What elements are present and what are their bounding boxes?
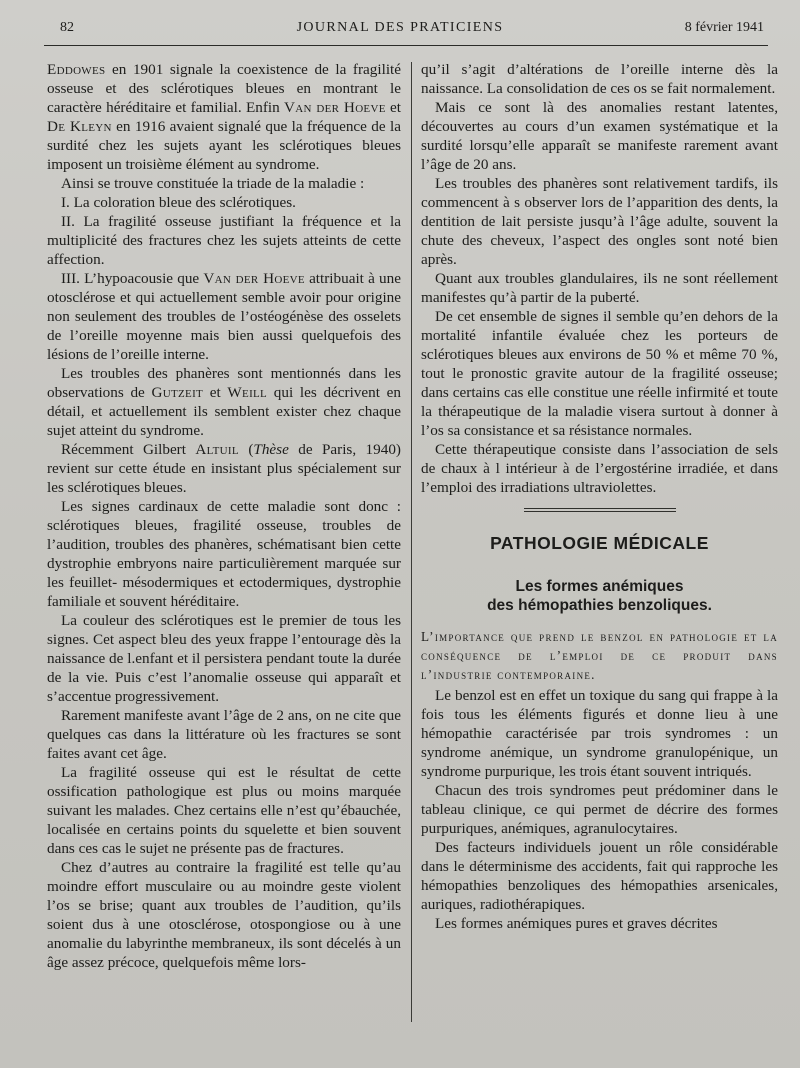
paragraph: Quant aux troubles glandulaires, ils ne sont réellement manifestes qu’à partir de la puberté. [421,270,778,306]
author-name: Weill [227,384,268,401]
journal-title: JOURNAL DES PRATICIENS [296,20,504,35]
text-run: Les troubles des phanères sont mentionnés dans les observations de [47,365,401,401]
paragraph: Les formes anémiques pures et graves décrites [435,915,718,932]
triad-item: I. La coloration bleue des sclérotiques. [61,194,296,211]
paragraph: Des facteurs individuels jouent un rôle considérable dans le déterminisme des accidents, fait qui rapproche les hémopathies benzoliques des hémopathies arsenicales, auriques, radiothérapiques. [421,839,778,913]
paragraph: Chacun des trois syndromes peut prédominer dans le tableau clinique, ce qui permet de décrire des formes purpuriques, anémiques, agranulocytaires. [421,782,778,837]
text-run: qui les décrivent en détail, et actuellement ils semblent exister chez chaque sujet atteint du syndrome. [47,384,401,439]
paragraph: Ainsi se trouve constituée la triade de la maladie : [61,175,365,192]
page-number: 82 [60,20,74,35]
text-run: en 1901 signale la coexistence de la fragilité osseuse et des sclérotiques bleues en montrant le caractère héréditaire et familial. Enfin [47,61,401,116]
paragraph: Chez d’autres au contraire la fragilité est telle qu’au moindre effort musculaire ou au moindre geste violent l’os se brise; quant aux troubles de l’audition, qu’ils soient dus à une otosclérose, otospongiose ou à une anomalie du labyrinthe membraneux, ils sont décelés à un âge assez précoce, quelquefois même lors- [47,859,401,971]
paragraph: Le benzol est en effet un toxique du sang qui frappe à la fois tous les éléments figurés et donne lieu à une hémopathie caractérisée par trois syndromes : un syndrome anémique, un syndrome granulopénique, un syndrome purpurique, les trois étant souvent intriqués. [421,687,778,780]
article-lead: L’importance que prend le benzol en pathologie et la conséquence de l’emploi de ce produit dans l’industrie contemporaine. [421,629,778,682]
paragraph: Mais ce sont là des anomalies restant latentes, découvertes au cours d’un examen systématique et la surdité lorsqu’elle apparaît se manifeste rarement avant l’âge de 20 ans. [421,99,778,173]
article-title-line: Les formes anémiques [515,578,684,595]
paragraph: Cette thérapeutique consiste dans l’association de sels de chaux à l intérieur à de l’ergostérine irradiée, et dans l’emploi des irradiations ultraviolettes. [421,441,778,496]
page-header [0,0,800,46]
header-rule [44,45,768,46]
section-separator [524,508,676,512]
paragraph: La couleur des sclérotiques est le premier de tous les signes. Cet aspect bleu des yeux frappe l’entourage dès la naissance de l.enfant et il persistera pendant toute la durée de la vie. Puis c’est l’anomalie osseuse qui apparaît et s’accentue progressivement. [47,612,401,705]
column-divider [411,62,412,1022]
author-name: Van der Hoeve [284,99,386,116]
thesis-italic: Thèse [253,441,289,458]
paragraph [47,364,401,440]
paragraph: Les signes cardinaux de cette maladie sont donc : sclérotiques bleues, fragilité osseuse, troubles de l’audition, troubles des phanères, schématisant bien cette dystrophie embryons naire particulièrement marquée sur les feuillet- mésodermiques et ectodermiques, dystrophie familiale et souvent héréditaire. [47,498,401,610]
article-title [421,577,778,615]
author-name: De Kleyn [47,118,112,135]
text-run: de Paris, 1940) revient sur cette étude en insistant plus spécialement sur les sclérotiques bleues. [47,441,401,496]
section-heading: PATHOLOGIE MÉDICALE [490,533,709,553]
paragraph [47,60,401,174]
text-run: III. L’hypoacousie que [61,270,204,287]
author-name: Altuil [195,441,239,458]
article-title-line: des hémopathies benzoliques. [487,597,712,614]
text-run: et [385,99,401,116]
text-run: Récemment Gilbert [61,441,196,458]
text-run: attribuait à une otosclérose et qui actuellement semble avoir pour origine non seulement des troubles de l’ostéogénèse des osselets de l’oreille moyenne mais bien aussi quelquefois des lésions de l’oreille interne. [47,270,401,363]
issue-date: 8 février 1941 [684,20,764,35]
author-name: Gutzeit [151,384,204,401]
author-name: Eddowes [47,61,106,78]
text-run: et [203,384,228,401]
paragraph: Rarement manifeste avant l’âge de 2 ans, on ne cite que quelques cas dans la littérature où les fractures se sont faites avant cet âge. [47,707,401,762]
triad-item: II. La fragilité osseuse justifiant la fréquence et la multiplicité des fractures chez les sujets atteints de cette affection. [47,213,401,268]
paragraph [47,440,401,497]
author-name: Van der Hoeve [203,270,305,287]
paragraph: Les troubles des phanères sont relativement tardifs, ils commencent à s observer lors de l’apparition des dents, la dentition de lait persiste jusqu’à l’âge adulte, souvent la chute des cheveux, l’aspect des ongles sont noté bien après. [421,175,778,268]
right-column [421,60,778,933]
paragraph: La fragilité osseuse qui est le résultat de cette ossification pathologique est plus ou moins marquée suivant les malades. Chez certains elle n’est qu’ébauchée, localisée en certains points du squelette et bien souvent dans ces cas le sujet ne présente pas de fractures. [47,764,401,857]
text-run: en 1916 avaient signalé que la fréquence de la surdité chez les sujets ayant les sclérotiques bleues imposent un troisième élément au syndrome. [47,118,401,173]
triad-item [47,269,401,364]
text-run: ( [238,441,254,458]
paragraph: De cet ensemble de signes il semble qu’en dehors de la mortalité infantile évaluée chez les porteurs de sclérotiques bleues aux environs de 50 % et même 70 %, tout le pronostic gravite autour de la fragilité osseuse; dans certains cas elle constitue une réelle infirmité et toute la thérapeutique de la maladie visera surtout à donner à l’os sa consistance et sa résistance normales. [421,308,778,439]
left-column [47,60,401,972]
paragraph: qu’il s’agit d’altérations de l’oreille interne dès la naissance. La consolidation de ces os se fait normalement. [421,61,778,97]
